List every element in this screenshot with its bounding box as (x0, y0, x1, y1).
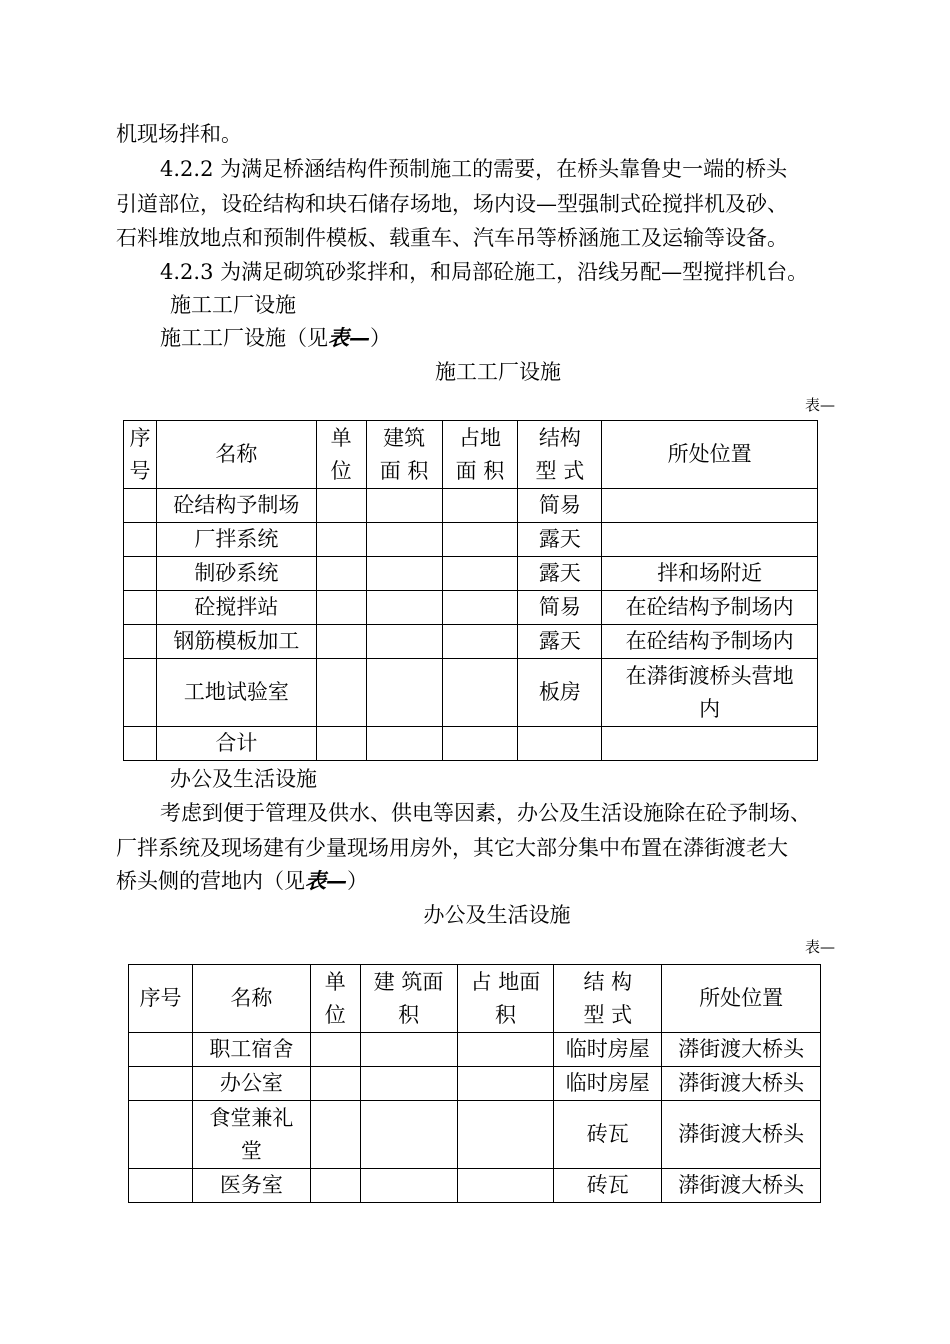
paragraph-line: 考虑到便于管理及供水、供电等因素，办公及生活设施除在砼予制场、 (160, 801, 811, 825)
cell-location (602, 489, 818, 523)
paragraph-line: 引道部位，设砼结构和块石储存场地，场内设—型强制式砼搅拌机及砂、 (116, 192, 788, 216)
table-row (124, 625, 818, 659)
cell-name: 钢筋模板加工 (156, 625, 316, 659)
cell-structure: 板房 (518, 659, 602, 727)
cell-location: 漭街渡大桥头 (662, 1101, 821, 1169)
header-unit: 单 位 (310, 965, 360, 1033)
cell-name: 工地试验室 (156, 659, 316, 727)
paragraph-line: 4.2.3 为满足砌筑砂浆拌和，和局部砼施工，沿线另配—型搅拌机台。 (160, 260, 809, 284)
table-header-row (124, 421, 818, 489)
paragraph-line: 机现场拌和。 (116, 122, 242, 146)
table-title: 办公及生活设施 (423, 903, 571, 927)
cell-location: 漭街渡大桥头 (662, 1067, 821, 1101)
cell-name: 厂拌系统 (156, 523, 316, 557)
table-row (124, 489, 818, 523)
paragraph-line: 桥头侧的营地内（见表—） (116, 868, 368, 893)
cell-structure: 临时房屋 (554, 1067, 662, 1101)
cell-location: 在砼结构予制场内 (602, 625, 818, 659)
paragraph-line: 4.2.2 为满足桥涵结构件预制施工的需要，在桥头靠鲁史一端的桥头 (160, 157, 788, 181)
header-structure: 结 构 型 式 (554, 965, 662, 1033)
table-label: 表— (804, 938, 835, 956)
cell-structure: 砖瓦 (554, 1169, 662, 1203)
cell-name: 制砂系统 (156, 557, 316, 591)
header-seq: 序号 (129, 965, 193, 1033)
table-row (124, 659, 818, 727)
header-name: 名称 (192, 965, 310, 1033)
facilities-table (123, 420, 818, 761)
cell-structure: 砖瓦 (554, 1101, 662, 1169)
header-occupied-area: 占 地面 积 (457, 965, 554, 1033)
header-structure: 结构 型 式 (518, 421, 602, 489)
header-name: 名称 (156, 421, 316, 489)
header-unit: 单 位 (316, 421, 366, 489)
cell-location: 在砼结构予制场内 (602, 591, 818, 625)
cell-structure: 临时房屋 (554, 1033, 662, 1067)
cell-structure: 露天 (518, 523, 602, 557)
header-building-area: 建筑 面 积 (366, 421, 442, 489)
table-row (124, 557, 818, 591)
cell-location: 在漭街渡桥头营地 内 (602, 659, 818, 727)
office-living-table (128, 964, 821, 1203)
table-row (124, 591, 818, 625)
cell-structure (518, 727, 602, 761)
cell-location (602, 727, 818, 761)
table-row (129, 1101, 821, 1169)
cell-name: 医务室 (192, 1169, 310, 1203)
table-row (129, 1067, 821, 1101)
paragraph-line: 石料堆放地点和预制件模板、载重车、汽车吊等桥涵施工及运输等设备。 (116, 226, 788, 250)
section-heading: 施工工厂设施 (170, 293, 296, 317)
header-location: 所处位置 (662, 965, 821, 1033)
table-row (129, 1169, 821, 1203)
table-header-row (129, 965, 821, 1033)
cell-name: 职工宿舍 (192, 1033, 310, 1067)
header-building-area: 建 筑面 积 (360, 965, 457, 1033)
cell-name: 食堂兼礼 堂 (192, 1101, 310, 1169)
cell-location: 漭街渡大桥头 (662, 1033, 821, 1067)
header-seq: 序 号 (124, 421, 157, 489)
cell-location: 拌和场附近 (602, 557, 818, 591)
cell-structure: 露天 (518, 625, 602, 659)
table-row (124, 523, 818, 557)
paragraph-line: 厂拌系统及现场建有少量现场用房外，其它大部分集中布置在漭街渡老大 (116, 836, 788, 860)
header-location: 所处位置 (602, 421, 818, 489)
cell-name: 砼结构予制场 (156, 489, 316, 523)
cell-structure: 简易 (518, 591, 602, 625)
cell-structure: 简易 (518, 489, 602, 523)
table-total-row (124, 727, 818, 761)
table-reference: 施工工厂设施（见表—） (160, 325, 391, 350)
table-title: 施工工厂设施 (435, 360, 561, 384)
cell-name: 合计 (156, 727, 316, 761)
cell-structure: 露天 (518, 557, 602, 591)
table-row (129, 1033, 821, 1067)
table-label: 表— (804, 396, 835, 414)
cell-location (602, 523, 818, 557)
cell-name: 办公室 (192, 1067, 310, 1101)
header-occupied-area: 占地 面 积 (442, 421, 518, 489)
cell-location: 漭街渡大桥头 (662, 1169, 821, 1203)
section-heading: 办公及生活设施 (170, 767, 317, 791)
cell-name: 砼搅拌站 (156, 591, 316, 625)
